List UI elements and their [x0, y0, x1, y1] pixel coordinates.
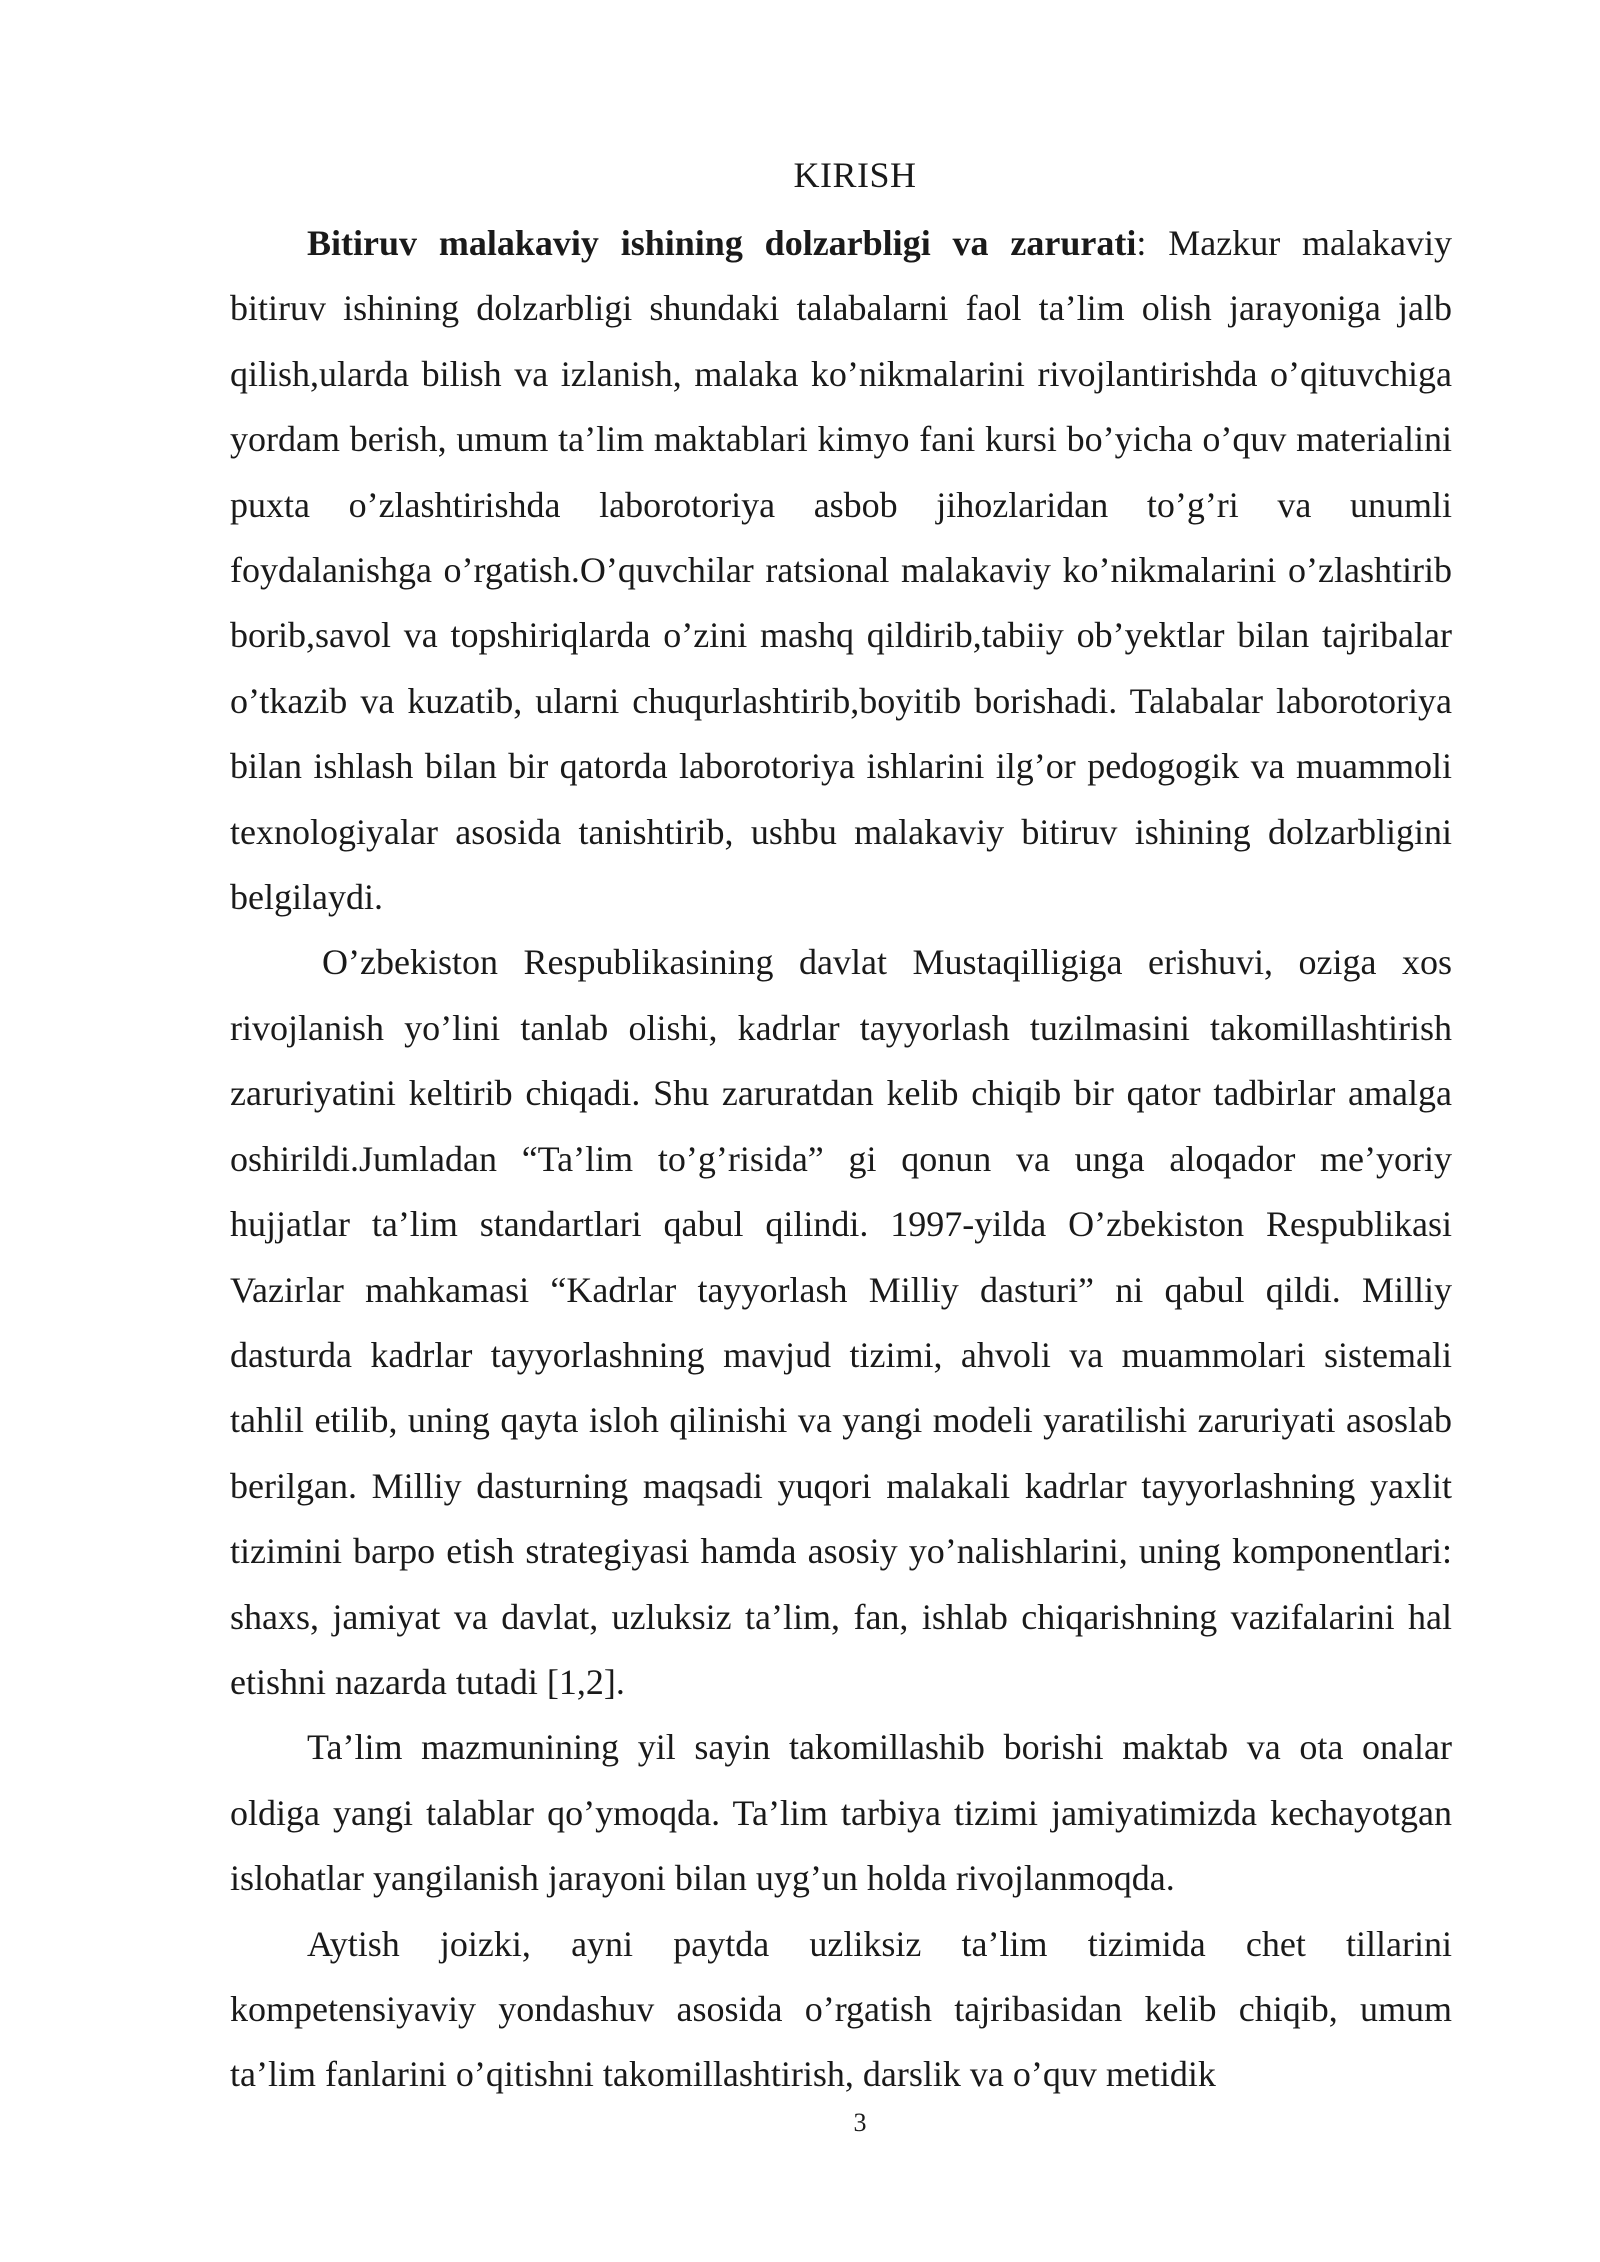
- paragraph-1: [230, 211, 1452, 930]
- body-text: [230, 211, 1452, 2108]
- paragraph-lead: Bitiruv malakaviy ishining dolzarbligi va zarurati: [307, 223, 1137, 263]
- paragraph-4: Aytish joizki, ayni paytda uzliksiz ta’lim tizimida chet tillarini kompetensiyaviy yondashuv asosida o’rgatish tajribasidan kelib chiqib, umum ta’lim fanlarini o’qitishni takomillashtirish, darslik va o’quv metidik: [230, 1923, 1452, 2095]
- paragraph-3: Ta’lim mazmunining yil sayin takomillashib borishi maktab va ota onalar oldiga yangi talablar qo’ymoqda. Ta’lim tarbiya tizimi jamiyatimizda kechayotgan islohatlar yangilanish jarayoni bilan uyg’un holda rivojlanmoqda.: [230, 1727, 1452, 1899]
- paragraph-text: : Mazkur malakaviy bitiruv ishining dolzarbligi shundaki talabalarni faol ta’lim olish jarayoniga jalb qilish,ularda bilish va izlanish, malaka ko’nikmalarini rivojlantirishda o’qituvchiga yordam berish, umum ta’lim maktablari kimyo fani kursi bo’yicha o’quv materialini puxta o’zlashtirishda laborotoriya asbob jihozlaridan to’g’ri va unumli foydalanishga o’rgatish.O’quvchilar ratsional malakaviy ko’nikmalarini o’zlashtirib borib,savol va topshiriqlarda o’zini mashq qildirib,tabiiy ob’yektlar bilan tajribalar o’tkazib va kuzatib, ularni chuqurlashtirib,boyitib borishadi. Talabalar laborotoriya bilan ishlash bilan bir qatorda laborotoriya ishlarini ilg’or pedogogik va muammoli texnologiyalar asosida tanishtirib, ushbu malakaviy bitiruv ishining dolzarbligini belgilaydi.: [230, 223, 1452, 918]
- page-number: 3: [853, 2108, 867, 2137]
- section-heading: KIRISH: [793, 155, 917, 195]
- paragraph-2: O’zbekiston Respublikasining davlat Mustaqilligiga erishuvi, oziga xos rivojlanish yo’lini tanlab olishi, kadrlar tayyorlash tuzilmasini takomillashtirish zaruriyatini keltirib chiqadi. Shu zaruratdan kelib chiqib bir qator tadbirlar amalga oshirildi.Jumladan “Ta’lim to’g’risida” gi qonun va unga aloqador me’yoriy hujjatlar ta’lim standartlari qabul qilindi. 1997-yilda O’zbekiston Respublikasi Vazirlar mahkamasi “Kadrlar tayyorlash Milliy dasturi” ni qabul qildi. Milliy dasturda kadrlar tayyorlashning mavjud tizimi, ahvoli va muammolari sistemali tahlil etilib, uning qayta isloh qilinishi va yangi modeli yaratilishi zaruriyati asoslab berilgan. Milliy dasturning maqsadi yuqori malakali kadrlar tayyorlashning yaxlit tizimini barpo etish strategiyasi hamda asosiy yo’nalishlarini, uning komponentlari: shaxs, jamiyat va davlat, uzluksiz ta’lim, fan, ishlab chiqarishning vazifalarini hal etishni nazarda tutadi [1,2].: [230, 942, 1452, 1702]
